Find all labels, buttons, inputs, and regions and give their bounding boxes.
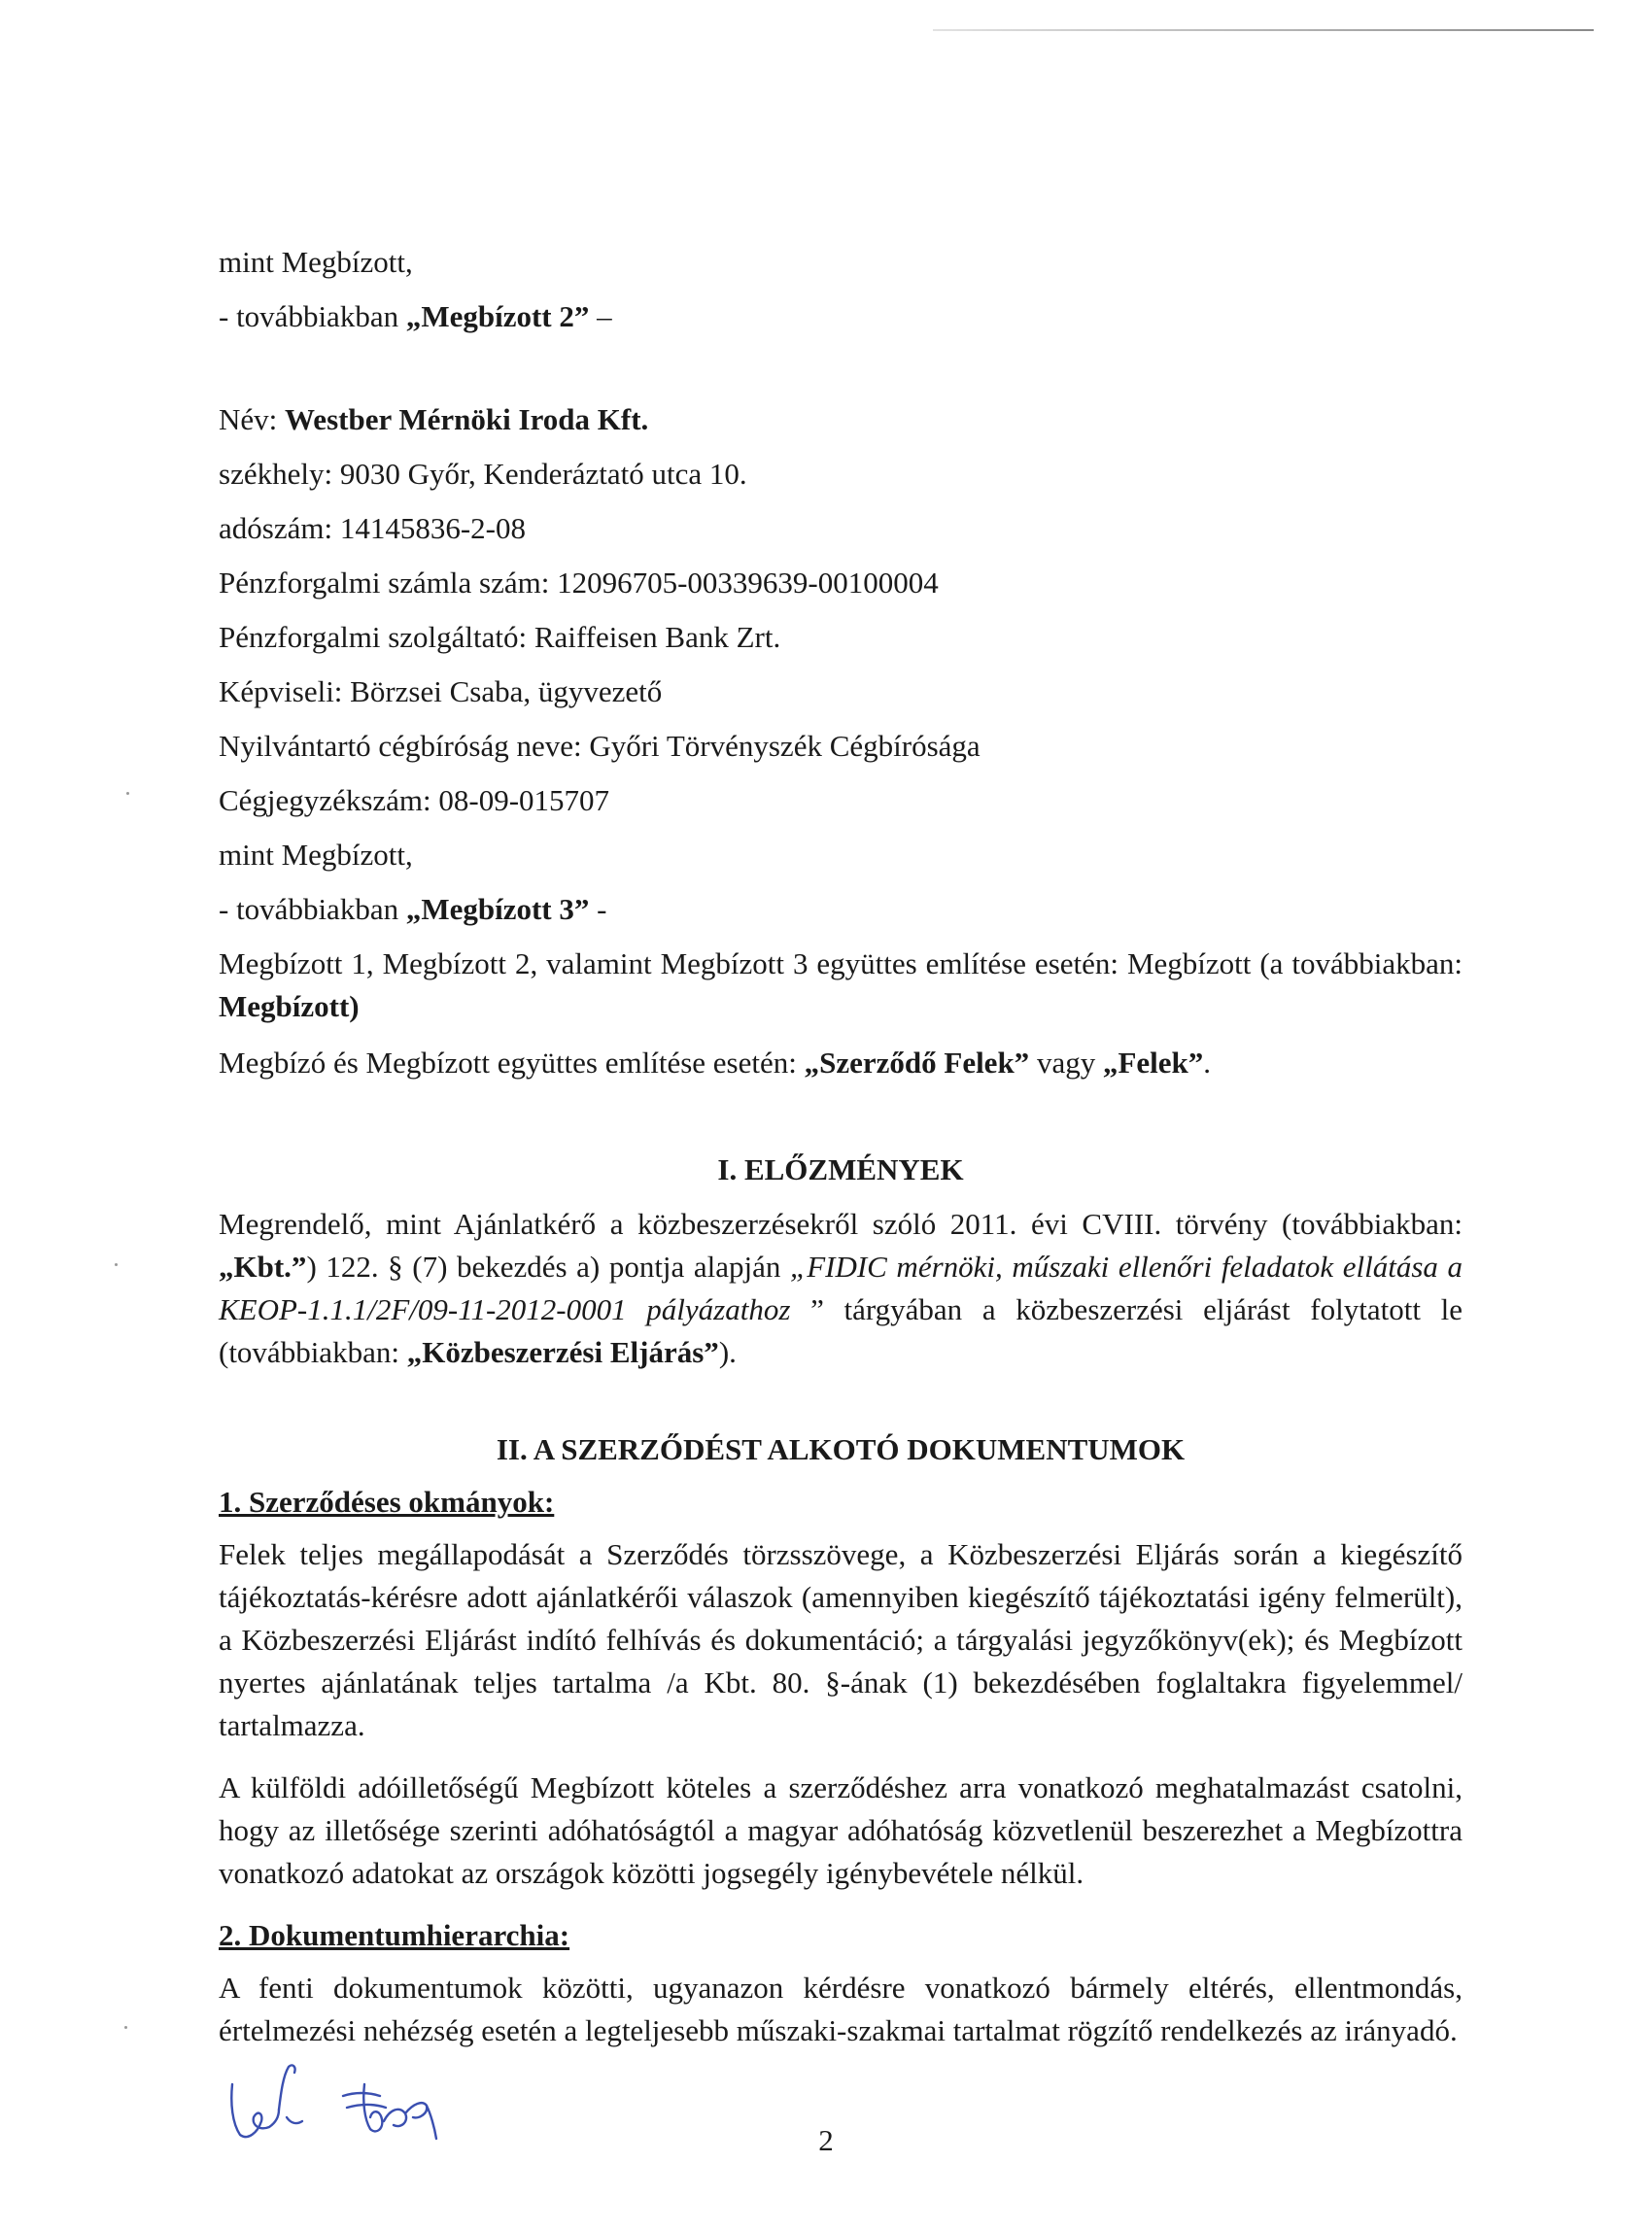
ref-term: „Megbízott 3” <box>405 892 590 926</box>
subsection-1-paragraph-2: A külföldi adóilletőségű Megbízott köteles a szerződéshez arra vonatkozó meghatalmazást csatolni, hogy az illetősége szerinti adóhatóságtól a magyar adóhatóság közvetlenül beszerezhet a Megbízottra vonatkozó adatokat az országok közötti jogsegély igénybevétele nélkül. <box>219 1770 1463 1890</box>
company-representative: Képviseli: Börzsei Csaba, ügyvezető <box>219 674 663 708</box>
ref-suffix: – <box>589 299 612 333</box>
ref-prefix: - továbbiakban <box>219 299 406 333</box>
collective-term: Megbízott) <box>219 989 360 1023</box>
subsection-2-paragraph: A fenti dokumentumok közötti, ugyanazon kérdésre vonatkozó bármely eltérés, ellentmondás, értelmezési nehézség esetén a legteljesebb műszaki-szakmai tartalmat rögzítő rendelkezés az irányadó. <box>219 1971 1463 2047</box>
scan-speck <box>124 2026 127 2029</box>
parties-mid: vagy <box>1029 1046 1103 1080</box>
name-value: Westber Mérnöki Iroda Kft. <box>285 402 649 436</box>
parties-term-2: „Felek” <box>1102 1046 1204 1080</box>
company-name <box>219 398 1463 441</box>
company-court: Nyilvántartó cégbíróság neve: Győri Törvényszék Cégbírósága <box>219 729 981 763</box>
collective-text: Megbízott 1, Megbízott 2, valamint Megbízott 3 együttes említése esetén: Megbízott (a továbbiakban: <box>219 946 1463 980</box>
section-1-heading: I. ELŐZMÉNYEK <box>717 1152 964 1186</box>
mint-megbizott-3: mint Megbízott, <box>219 838 413 872</box>
collective-definition <box>219 943 1463 1028</box>
procedure-term: „Közbeszerzési Eljárás” <box>406 1335 719 1369</box>
company-bank: Pénzforgalmi szolgáltató: Raiffeisen Bank Zrt. <box>219 620 781 654</box>
section-1-paragraph <box>219 1203 1463 1374</box>
parties-definition <box>219 1042 1463 1084</box>
ref-prefix: - továbbiakban <box>219 892 406 926</box>
ref-term: „Megbízott 2” <box>405 299 590 333</box>
subsection-1-paragraph-1: Felek teljes megállapodását a Szerződés törzsszövege, a Közbeszerzési Eljárás során a kiegészítő tájékoztatás-kérésre adott ajánlatkérői válaszok (amennyiben kiegészítő tájékoztatási igény felmerült), a Közbeszerzési Eljárást indító felhívás és dokumentáció; a tárgyalási jegyzőkönyv(ek); és Megbízott nyertes ajánlatának teljes tartalma /a Kbt. 80. §-ának (1) bekezdésében foglaltakra figyelemmel/ tartalmazza. <box>219 1537 1463 1742</box>
section-2-heading: II. A SZERZŐDÉST ALKOTÓ DOKUMENTUMOK <box>496 1432 1186 1466</box>
text-part: ). <box>718 1335 737 1369</box>
company-tax-number: adószám: 14145836-2-08 <box>219 511 526 545</box>
mint-megbizott-2: mint Megbízott, <box>219 245 413 279</box>
company-seat: székhely: 9030 Győr, Kenderáztató utca 10. <box>219 457 747 491</box>
scan-edge-line <box>933 29 1594 31</box>
document-page <box>219 241 1463 2072</box>
scan-speck <box>115 1263 118 1266</box>
parties-suffix: . <box>1203 1046 1212 1080</box>
text-part: ) 122. § (7) bekezdés a) pontja alapján <box>306 1250 790 1284</box>
text-part: Megrendelő, mint Ajánlatkérő a közbeszerzésekről szóló 2011. évi CVIII. törvény (továbbiakban: <box>219 1207 1463 1241</box>
company-registration: Cégjegyzékszám: 08-09-015707 <box>219 783 610 817</box>
ref-suffix: - <box>589 892 607 926</box>
ref-megbizott-3 <box>219 888 1463 931</box>
page-number: 2 <box>818 2123 834 2157</box>
parties-term-1: „Szerződő Felek” <box>804 1046 1030 1080</box>
subsection-2-heading: 2. Dokumentumhierarchia: <box>219 1918 570 1952</box>
ref-megbizott-2 <box>219 295 1463 338</box>
text-part: ” tárgyában a közbeszerzési eljárást folytatott le (továbbiakban: <box>219 1292 1463 1369</box>
parties-text: Megbízó és Megbízott együttes említése esetén: <box>219 1046 805 1080</box>
tender-title: „FIDIC mérnöki, műszaki ellenőri feladatok ellátása a KEOP-1.1.1/2F/09-11-2012-0001 pályázathoz <box>219 1250 1463 1326</box>
kbt-term: „Kbt.” <box>219 1250 307 1284</box>
scan-speck <box>126 792 129 795</box>
company-bank-account: Pénzforgalmi számla szám: 12096705-00339639-00100004 <box>219 566 939 600</box>
subsection-1-heading: 1. Szerződéses okmányok: <box>219 1485 555 1519</box>
name-label: Név: <box>219 402 286 436</box>
